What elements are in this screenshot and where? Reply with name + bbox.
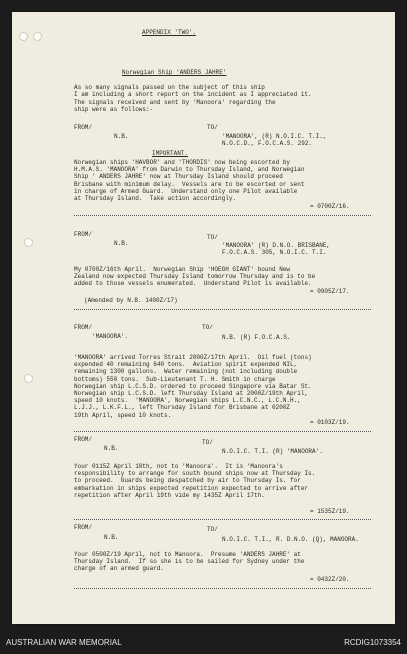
separator [74,588,371,589]
from-value: N.B. [114,240,129,247]
subject-title: Norwegian Ship 'ANDERS JAHRE' [122,69,227,76]
from-label: FROM/ [74,324,93,331]
from-value: 'MANOORA'. [92,333,129,340]
message-time: = 0432Z/20. [310,576,350,583]
to-label: TO/ [202,324,213,331]
message-body: Norwegian ships 'HAVBOR' and 'THORDIS' now being escorted by H.M.A.S. 'MANOORA' from Darwin to Thursday Island, and Norwegian Ship ' ANDERS JAHRE' now at Thursday Island should proceed Brisbane with minimum delay. Vessels are to be escorted or sent in charge of Armed Guard. Understand only one Pilot available at Thursday Island. Take action accordingly. [74,159,305,203]
to-value: N.O.I.C. T.I. (R) 'MANOORA'. [222,448,323,455]
to-label: TO/ [202,439,213,446]
intro-paragraph-2: The signals received and sent by 'Manoora' regarding the ship were as follows:- [74,99,276,114]
record-id: RCDIG1073354 [344,638,401,647]
to-value: N.B. (R) F.O.C.A.S. [222,334,291,341]
message-time: = 0905Z/17. [310,288,350,295]
separator [74,431,371,432]
archive-footer [0,628,407,654]
priority-note: IMPORTANT. [152,150,189,157]
separator [74,519,371,520]
from-label: FROM/ [74,436,93,443]
to-value: N.O.I.C. T.I., R. D.N.O. (Q), MANOORA. [222,536,359,543]
from-label: FROM/ [74,524,93,531]
message-body: Your 0115Z April 18th, not to 'Manoora'. It is 'Manoora's responsibility to arrange for south bound ships now at Thursday Is. to proceed. Guards being despatched by air to Thursday Is. for embarkation in ships expected repetition expected to arrive after repetition after April 19th vide my 1435Z April 17th. [74,463,316,499]
amendment-note: (Amended by N.B. 1400Z/17) [84,297,178,304]
punch-hole [24,238,33,247]
message-time: = 0700Z/16. [310,203,350,210]
to-label: TO/ [207,124,218,131]
punch-hole [19,32,28,41]
archive-credit: AUSTRALIAN WAR MEMORIAL [6,638,122,647]
from-value: N.B. [104,534,119,541]
message-body: Your 0500Z/19 April, not to Manoora. Presume 'ANDERS JAHRE' at Thursday Island. If so she is to be sailed for Sydney under the charge of an armed guard. [74,551,305,573]
message-time: = 0103Z/19. [310,419,350,426]
from-label: FROM/ [74,231,93,238]
intro-paragraph: As so many signals passed on the subject of this ship I am including a short report on the incident as I appreciated it. [74,84,312,99]
message-time: = 1535Z/19. [310,508,350,515]
separator [74,309,371,310]
message-body: 'MANOORA' arrived Torres Strait 2000Z/17th April. Oil fuel (tons) expended 40 remaining 640 tons. Aviation spirit expended NIL, remaining 1300 gallons. Water remaining (not including double bottoms) 550 tons. Sub-Lieutenant T. H. Smith in charge Norwegian ship L.C.S.D. ordered to proceed Singapore via Batar St. Norwegian ship L.C.S.D. left Thursday Island at 2000Z/19th April, speed 10 knots. 'MANOORA', Norwegian ships L.C.N.C., L.C.N.H., L.J.J., L.K.F.L., left Thursday Island for Brisbane at 0200Z 19th April, speed 10 knots. [74,354,312,419]
from-label: FROM/ [74,124,93,131]
to-label: TO/ [207,526,218,533]
appendix-heading: APPENDIX 'TWO'. [142,29,197,36]
punch-hole [24,374,33,383]
to-value: 'MANOORA' (R) D.N.O. BRISBANE, F.O.C.A.S. 305, N.O.I.C. T.I. [222,242,331,257]
punch-hole [33,32,42,41]
from-value: N.B. [104,445,119,452]
to-value: 'MANOORA', (R) N.O.I.C. T.I., N.O.C.D., F.O.C.A.S. 292. [222,133,327,148]
document-page [12,12,395,624]
to-label: TO/ [207,234,218,241]
message-body: My 0700Z/16th April. Norwegian Ship 'HOEGH GIANT' bound New Zealand now expected Thursday Island tomorrow Thursday and is to be added to those vessels enumerated. Understand Pilot is available. [74,266,316,288]
from-value: N.B. [114,133,129,140]
separator [74,215,371,216]
